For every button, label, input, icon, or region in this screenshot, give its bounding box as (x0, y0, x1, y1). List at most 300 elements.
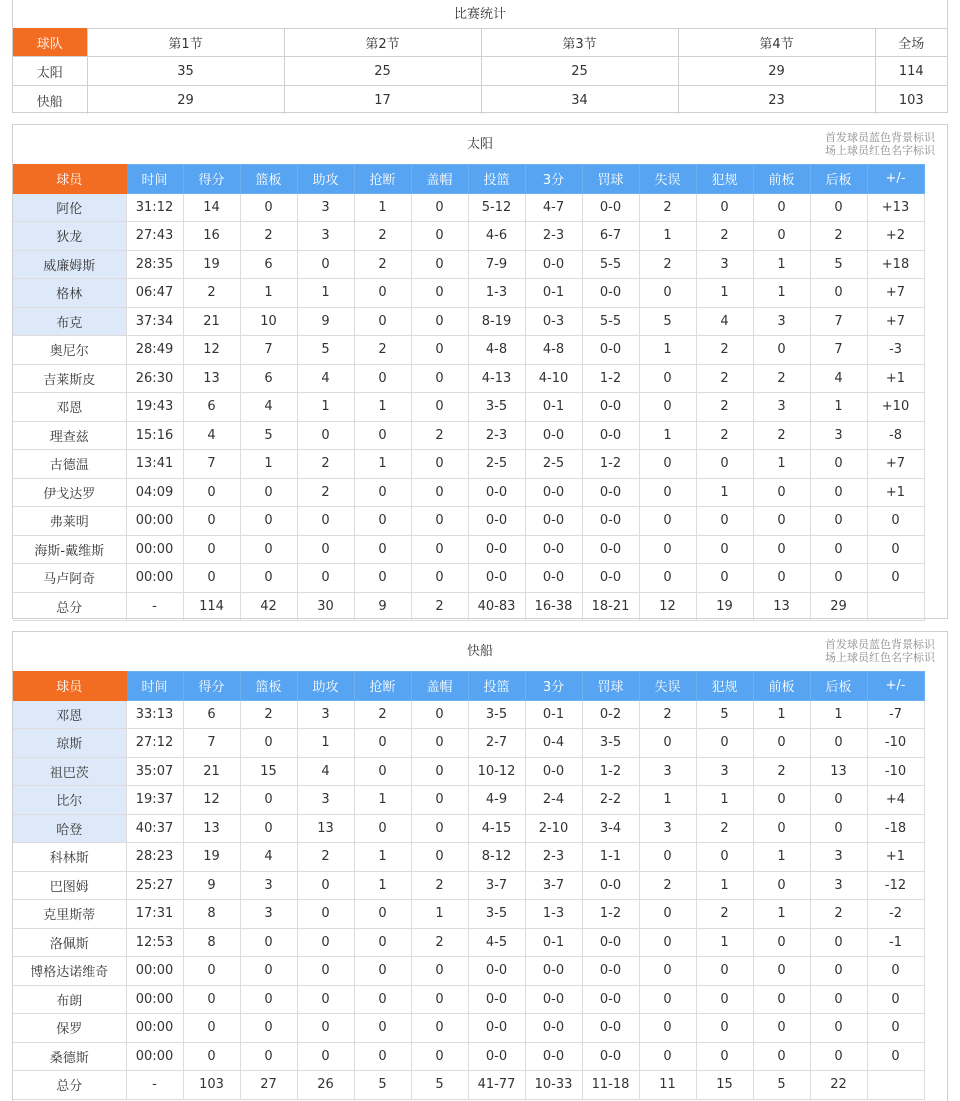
ft-cell: 3-4 (582, 814, 639, 843)
off-reb-cell: 0 (753, 957, 810, 986)
off-reb-cell: 0 (753, 928, 810, 957)
fg-cell: 0-0 (468, 1042, 525, 1071)
points-cell: 0 (183, 957, 240, 986)
def-reb-cell: 1 (810, 393, 867, 422)
assists-column-header: 助攻 (297, 672, 354, 701)
player-name: 狄龙 (13, 222, 126, 251)
player-column-header: 球员 (13, 672, 126, 701)
ft-cell: 1-2 (582, 364, 639, 393)
rebounds-cell: 0 (240, 814, 297, 843)
plus-minus-cell: +1 (867, 843, 924, 872)
steals-cell: 2 (354, 250, 411, 279)
points-column-header: 得分 (183, 672, 240, 701)
off-reb-cell: 2 (753, 421, 810, 450)
plus-minus-cell: -10 (867, 757, 924, 786)
time-cell: 04:09 (126, 478, 183, 507)
def-reb-cell: 3 (810, 843, 867, 872)
three-pt-cell: 0-0 (525, 535, 582, 564)
time-cell: 37:34 (126, 307, 183, 336)
off-reb-cell: 0 (753, 1042, 810, 1071)
turnovers-column-header: 失误 (639, 165, 696, 194)
turnovers-cell: 0 (639, 985, 696, 1014)
column-header-row (13, 165, 924, 194)
total-header: 全场 (875, 28, 947, 57)
steals-cell: 0 (354, 564, 411, 593)
steals-cell: 1 (354, 450, 411, 479)
fg-cell: 3-5 (468, 393, 525, 422)
off-reb-total: 5 (753, 1071, 810, 1100)
turnovers-cell: 0 (639, 957, 696, 986)
plus-minus-cell: +13 (867, 193, 924, 222)
fouls-cell: 0 (696, 843, 753, 872)
steals-cell: 0 (354, 757, 411, 786)
team-title: 快船 (466, 644, 493, 659)
steals-cell: 1 (354, 843, 411, 872)
rebounds-cell: 15 (240, 757, 297, 786)
rebounds-cell: 0 (240, 193, 297, 222)
blocks-column-header: 盖帽 (411, 672, 468, 701)
q2-score: 17 (284, 86, 481, 115)
fouls-cell: 1 (696, 279, 753, 308)
ft-total: 11-18 (582, 1071, 639, 1100)
player-name: 阿伦 (13, 193, 126, 222)
ft-cell: 3-5 (582, 729, 639, 758)
rebounds-total: 42 (240, 592, 297, 621)
legend-oncourt: 场上球员红色名字标识 (825, 144, 935, 157)
assists-cell: 2 (297, 843, 354, 872)
time-cell: 13:41 (126, 450, 183, 479)
player-row (13, 336, 924, 365)
points-cell: 6 (183, 393, 240, 422)
time-cell: 00:00 (126, 985, 183, 1014)
three-pt-cell: 4-8 (525, 336, 582, 365)
time-cell: 27:43 (126, 222, 183, 251)
fouls-cell: 2 (696, 900, 753, 929)
points-cell: 7 (183, 729, 240, 758)
player-name: 祖巴茨 (13, 757, 126, 786)
steals-cell: 0 (354, 421, 411, 450)
plus-minus-cell: -10 (867, 729, 924, 758)
plus-minus-cell: -1 (867, 928, 924, 957)
ft-cell: 0-0 (582, 957, 639, 986)
ft-cell: 2-2 (582, 786, 639, 815)
player-name: 桑德斯 (13, 1042, 126, 1071)
fouls-cell: 0 (696, 450, 753, 479)
time-cell: 00:00 (126, 564, 183, 593)
player-name: 琼斯 (13, 729, 126, 758)
player-name: 邓恩 (13, 700, 126, 729)
off-reb-cell: 0 (753, 786, 810, 815)
fouls-cell: 0 (696, 985, 753, 1014)
blocks-cell: 2 (411, 871, 468, 900)
blocks-cell: 0 (411, 222, 468, 251)
plus-minus-cell: 0 (867, 957, 924, 986)
rebounds-cell: 2 (240, 222, 297, 251)
player-name: 海斯-戴维斯 (13, 535, 126, 564)
turnovers-cell: 3 (639, 814, 696, 843)
blocks-column-header: 盖帽 (411, 165, 468, 194)
turnovers-cell: 1 (639, 421, 696, 450)
player-name: 格林 (13, 279, 126, 308)
assists-cell: 0 (297, 957, 354, 986)
total-score: 114 (875, 57, 947, 86)
fouls-cell: 5 (696, 700, 753, 729)
player-row (13, 700, 924, 729)
plus-minus-cell: +4 (867, 786, 924, 815)
fg-column-header: 投篮 (468, 165, 525, 194)
player-row (13, 478, 924, 507)
assists-cell: 4 (297, 757, 354, 786)
off-reb-cell: 0 (753, 564, 810, 593)
steals-total: 5 (354, 1071, 411, 1100)
blocks-cell: 0 (411, 843, 468, 872)
three-pt-cell: 0-1 (525, 928, 582, 957)
blocks-cell: 2 (411, 928, 468, 957)
player-row (13, 193, 924, 222)
steals-cell: 0 (354, 985, 411, 1014)
player-name: 古德温 (13, 450, 126, 479)
turnovers-cell: 0 (639, 507, 696, 536)
fouls-cell: 0 (696, 729, 753, 758)
points-total: 103 (183, 1071, 240, 1100)
total-label: 总分 (13, 592, 126, 621)
legend-oncourt: 场上球员红色名字标识 (825, 651, 935, 664)
blocks-cell: 0 (411, 564, 468, 593)
ft-cell: 5-5 (582, 250, 639, 279)
team-title: 太阳 (466, 137, 493, 152)
plus-minus-cell: 0 (867, 1014, 924, 1043)
def-reb-column-header: 后板 (810, 672, 867, 701)
fouls-cell: 0 (696, 1014, 753, 1043)
plus-minus-column-header: +/- (867, 165, 924, 194)
three-pt-cell: 0-0 (525, 1014, 582, 1043)
steals-cell: 1 (354, 871, 411, 900)
three-pt-cell: 0-3 (525, 307, 582, 336)
turnovers-cell: 2 (639, 193, 696, 222)
ft-cell: 0-0 (582, 1014, 639, 1043)
turnovers-cell: 0 (639, 478, 696, 507)
fouls-cell: 2 (696, 421, 753, 450)
fouls-cell: 2 (696, 814, 753, 843)
turnovers-cell: 1 (639, 336, 696, 365)
rebounds-cell: 10 (240, 307, 297, 336)
rebounds-cell: 0 (240, 957, 297, 986)
steals-column-header: 抢断 (354, 165, 411, 194)
steals-cell: 0 (354, 814, 411, 843)
assists-cell: 3 (297, 786, 354, 815)
rebounds-cell: 1 (240, 279, 297, 308)
player-row (13, 985, 924, 1014)
player-name: 布克 (13, 307, 126, 336)
time-total: - (126, 1071, 183, 1100)
points-cell: 9 (183, 871, 240, 900)
plus-minus-cell: 0 (867, 985, 924, 1014)
turnovers-cell: 2 (639, 700, 696, 729)
three-pt-cell: 0-0 (525, 1042, 582, 1071)
def-reb-cell: 2 (810, 222, 867, 251)
turnovers-column-header: 失误 (639, 672, 696, 701)
team-name: 太阳 (13, 57, 87, 86)
ft-total: 18-21 (582, 592, 639, 621)
legend (825, 131, 935, 157)
plus-minus-cell: +7 (867, 279, 924, 308)
fouls-cell: 4 (696, 307, 753, 336)
blocks-cell: 0 (411, 786, 468, 815)
def-reb-cell: 0 (810, 478, 867, 507)
assists-cell: 0 (297, 1042, 354, 1071)
points-cell: 12 (183, 786, 240, 815)
player-row (13, 450, 924, 479)
rebounds-cell: 0 (240, 1042, 297, 1071)
points-cell: 13 (183, 364, 240, 393)
def-reb-cell: 0 (810, 450, 867, 479)
fg-cell: 4-8 (468, 336, 525, 365)
assists-cell: 0 (297, 1014, 354, 1043)
player-stats-table (13, 671, 925, 1100)
assists-cell: 0 (297, 564, 354, 593)
player-row (13, 393, 924, 422)
rebounds-cell: 6 (240, 364, 297, 393)
off-reb-cell: 0 (753, 507, 810, 536)
ft-cell: 1-2 (582, 450, 639, 479)
q1-header: 第1节 (87, 28, 284, 57)
time-cell: 00:00 (126, 957, 183, 986)
turnovers-total: 12 (639, 592, 696, 621)
fg-cell: 0-0 (468, 985, 525, 1014)
blocks-cell: 0 (411, 193, 468, 222)
player-row (13, 757, 924, 786)
steals-cell: 0 (354, 957, 411, 986)
blocks-cell: 0 (411, 814, 468, 843)
points-column-header: 得分 (183, 165, 240, 194)
time-cell: 19:37 (126, 786, 183, 815)
three-pt-cell: 4-10 (525, 364, 582, 393)
ft-column-header: 罚球 (582, 672, 639, 701)
plus-minus-cell: +2 (867, 222, 924, 251)
assists-cell: 0 (297, 250, 354, 279)
time-cell: 27:12 (126, 729, 183, 758)
ft-cell: 0-0 (582, 928, 639, 957)
team-column-header: 球队 (13, 28, 87, 57)
fg-cell: 2-7 (468, 729, 525, 758)
time-cell: 00:00 (126, 507, 183, 536)
player-name: 吉莱斯皮 (13, 364, 126, 393)
def-reb-cell: 0 (810, 814, 867, 843)
player-name: 哈登 (13, 814, 126, 843)
player-row (13, 421, 924, 450)
assists-cell: 0 (297, 507, 354, 536)
ft-cell: 0-0 (582, 279, 639, 308)
player-name: 比尔 (13, 786, 126, 815)
player-row (13, 279, 924, 308)
turnovers-cell: 2 (639, 250, 696, 279)
rebounds-cell: 4 (240, 393, 297, 422)
rebounds-cell: 0 (240, 786, 297, 815)
fouls-cell: 2 (696, 222, 753, 251)
fg-cell: 8-19 (468, 307, 525, 336)
off-reb-cell: 2 (753, 757, 810, 786)
def-reb-cell: 5 (810, 250, 867, 279)
def-reb-cell: 0 (810, 279, 867, 308)
assists-cell: 2 (297, 478, 354, 507)
steals-cell: 0 (354, 1014, 411, 1043)
plus-minus-cell: +18 (867, 250, 924, 279)
rebounds-cell: 0 (240, 729, 297, 758)
time-cell: 00:00 (126, 1042, 183, 1071)
blocks-cell: 2 (411, 421, 468, 450)
off-reb-column-header: 前板 (753, 672, 810, 701)
fg-cell: 0-0 (468, 478, 525, 507)
player-name: 马卢阿奇 (13, 564, 126, 593)
q2-score: 25 (284, 57, 481, 86)
player-row (13, 535, 924, 564)
three-pt-total: 16-38 (525, 592, 582, 621)
turnovers-cell: 0 (639, 364, 696, 393)
rebounds-cell: 0 (240, 985, 297, 1014)
three-pt-cell: 0-0 (525, 478, 582, 507)
assists-cell: 5 (297, 336, 354, 365)
points-cell: 8 (183, 900, 240, 929)
points-cell: 7 (183, 450, 240, 479)
plus-minus-cell: +7 (867, 450, 924, 479)
rebounds-cell: 0 (240, 564, 297, 593)
plus-minus-column-header: +/- (867, 672, 924, 701)
assists-cell: 9 (297, 307, 354, 336)
off-reb-cell: 0 (753, 535, 810, 564)
assists-cell: 1 (297, 729, 354, 758)
ft-cell: 0-0 (582, 535, 639, 564)
ft-cell: 1-1 (582, 843, 639, 872)
def-reb-total: 22 (810, 1071, 867, 1100)
steals-cell: 0 (354, 364, 411, 393)
player-name: 伊戈达罗 (13, 478, 126, 507)
points-cell: 8 (183, 928, 240, 957)
time-total: - (126, 592, 183, 621)
points-cell: 6 (183, 700, 240, 729)
ft-cell: 0-0 (582, 193, 639, 222)
off-reb-cell: 3 (753, 393, 810, 422)
turnovers-cell: 0 (639, 450, 696, 479)
player-row (13, 564, 924, 593)
fouls-cell: 0 (696, 507, 753, 536)
player-row (13, 307, 924, 336)
assists-cell: 0 (297, 928, 354, 957)
rebounds-cell: 2 (240, 700, 297, 729)
assists-total: 26 (297, 1071, 354, 1100)
fouls-total: 15 (696, 1071, 753, 1100)
player-name: 克里斯蒂 (13, 900, 126, 929)
fouls-column-header: 犯规 (696, 165, 753, 194)
ft-cell: 6-7 (582, 222, 639, 251)
plus-minus-cell: +10 (867, 393, 924, 422)
def-reb-cell: 0 (810, 786, 867, 815)
time-cell: 00:00 (126, 1014, 183, 1043)
three-pt-cell: 0-0 (525, 507, 582, 536)
suns-box-score (12, 124, 948, 619)
fg-cell: 1-3 (468, 279, 525, 308)
quarter-summary (12, 0, 948, 113)
fg-cell: 4-5 (468, 928, 525, 957)
player-row (13, 786, 924, 815)
fouls-column-header: 犯规 (696, 672, 753, 701)
def-reb-cell: 13 (810, 757, 867, 786)
three-pt-cell: 0-0 (525, 985, 582, 1014)
off-reb-cell: 0 (753, 478, 810, 507)
three-pt-column-header: 3分 (525, 165, 582, 194)
three-pt-cell: 0-1 (525, 700, 582, 729)
fouls-cell: 1 (696, 928, 753, 957)
blocks-cell: 0 (411, 478, 468, 507)
q4-score: 23 (678, 86, 875, 115)
fouls-cell: 0 (696, 193, 753, 222)
steals-cell: 0 (354, 535, 411, 564)
turnovers-total: 11 (639, 1071, 696, 1100)
player-name: 邓恩 (13, 393, 126, 422)
blocks-cell: 1 (411, 900, 468, 929)
fouls-cell: 1 (696, 871, 753, 900)
ft-cell: 0-0 (582, 985, 639, 1014)
points-cell: 0 (183, 478, 240, 507)
turnovers-cell: 1 (639, 222, 696, 251)
blocks-total: 2 (411, 592, 468, 621)
player-name: 巴图姆 (13, 871, 126, 900)
fg-cell: 4-13 (468, 364, 525, 393)
assists-cell: 0 (297, 985, 354, 1014)
off-reb-total: 13 (753, 592, 810, 621)
ft-column-header: 罚球 (582, 165, 639, 194)
time-cell: 28:35 (126, 250, 183, 279)
rebounds-total: 27 (240, 1071, 297, 1100)
rebounds-cell: 0 (240, 507, 297, 536)
blocks-cell: 0 (411, 507, 468, 536)
fouls-cell: 2 (696, 393, 753, 422)
q4-score: 29 (678, 57, 875, 86)
player-row (13, 364, 924, 393)
three-pt-cell: 4-7 (525, 193, 582, 222)
fg-cell: 5-12 (468, 193, 525, 222)
ft-cell: 0-0 (582, 478, 639, 507)
fouls-cell: 0 (696, 957, 753, 986)
three-pt-cell: 2-4 (525, 786, 582, 815)
assists-cell: 3 (297, 222, 354, 251)
off-reb-cell: 1 (753, 900, 810, 929)
plus-minus-cell: -7 (867, 700, 924, 729)
steals-cell: 0 (354, 928, 411, 957)
plus-minus-cell: +7 (867, 307, 924, 336)
time-cell: 15:16 (126, 421, 183, 450)
blocks-cell: 0 (411, 757, 468, 786)
def-reb-column-header: 后板 (810, 165, 867, 194)
points-cell: 21 (183, 757, 240, 786)
blocks-cell: 0 (411, 364, 468, 393)
ft-cell: 1-2 (582, 757, 639, 786)
turnovers-cell: 2 (639, 871, 696, 900)
rebounds-column-header: 篮板 (240, 165, 297, 194)
time-cell: 19:43 (126, 393, 183, 422)
three-pt-cell: 0-1 (525, 279, 582, 308)
steals-cell: 2 (354, 222, 411, 251)
fg-cell: 3-5 (468, 700, 525, 729)
ft-cell: 0-0 (582, 336, 639, 365)
blocks-cell: 0 (411, 250, 468, 279)
legend-starter: 首发球员蓝色背景标识 (825, 638, 935, 651)
assists-cell: 3 (297, 700, 354, 729)
player-column-header: 球员 (13, 165, 126, 194)
off-reb-cell: 0 (753, 336, 810, 365)
three-pt-cell: 2-3 (525, 843, 582, 872)
rebounds-cell: 0 (240, 535, 297, 564)
three-pt-cell: 3-7 (525, 871, 582, 900)
